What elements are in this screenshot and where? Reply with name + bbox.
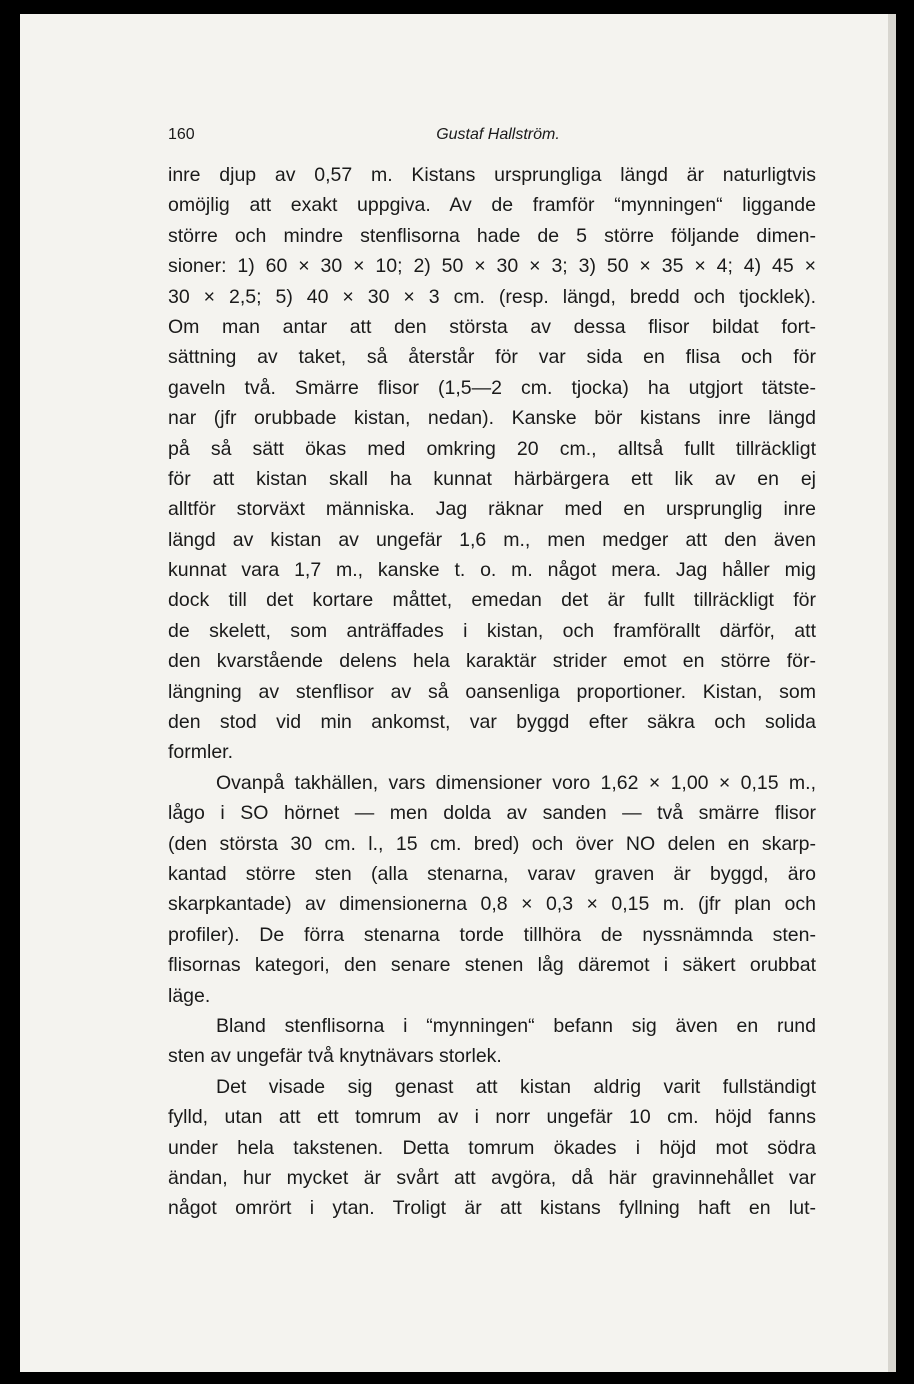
text-line: de skelett, som anträffades i kistan, och framförallt därför, att [168,619,816,642]
text-line: fylld, utan att ett tomrum av i norr ungefär 10 cm. höjd fanns [168,1106,816,1129]
text-line: sioner: 1) 60 × 30 × 10; 2) 50 × 30 × 3; 3) 50 × 35 × 4; 4) 45 × [168,255,816,278]
text-line: profiler). De förra stenarna torde tillhöra de nyssnämnda sten- [168,923,816,946]
text-line: Om man antar att den största av dessa flisor bildat fort- [168,315,816,338]
text-line: alltför storväxt människa. Jag räknar med en ursprunglig inre [168,498,816,521]
running-title: Gustaf Hallström. [436,126,560,143]
text-line: gaveln två. Smärre flisor (1,5—2 cm. tjocka) ha utgjort tätste- [168,376,816,399]
text-line: under hela takstenen. Detta tomrum ökades i höjd mot södra [168,1136,816,1159]
text-line: något omrört i ytan. Troligt är att kistans fyllning haft en lut- [168,1197,816,1220]
page-header [168,126,818,150]
text-line: nar (jfr orubbade kistan, nedan). Kanske bör kistans inre längd [168,407,816,430]
text-line: den kvarstående delens hela karaktär strider emot en större för- [168,650,816,673]
text-line: sten av ungefär två knytnävars storlek. [168,1045,502,1068]
text-line: längning av stenflisor av så oansenliga proportioner. Kistan, som [168,680,816,703]
text-line: ändan, hur mycket är svårt att avgöra, då här gravinnehållet var [168,1166,816,1189]
text-line: omöjlig att exakt uppgiva. Av de framför “mynningen“ liggande [168,194,816,217]
text-line: flisornas kategori, den senare stenen låg däremot i säkert orubbat [168,954,816,977]
text-line: kunnat vara 1,7 m., kanske t. o. m. något mera. Jag håller mig [168,559,816,582]
text-line: för att kistan skall ha kunnat härbärgera ett lik av en ej [168,467,816,490]
page-number: 160 [168,126,195,143]
text-line: dock till det kortare måttet, emedan det är fullt tillräckligt för [168,589,816,612]
text-line: större och mindre stenflisorna hade de 5 större följande dimen- [168,224,816,247]
text-line: på så sätt ökas med omkring 20 cm., alltså fullt tillräckligt [168,437,816,460]
text-line: kantad större sten (alla stenarna, varav graven är byggd, äro [168,862,816,885]
text-line: den stod vid min ankomst, var byggd efter säkra och solida [168,711,816,734]
text-line: sättning av taket, så återstår för var sida en flisa och för [168,346,816,369]
text-line: längd av kistan av ungefär 1,6 m., men medger att den även [168,528,816,551]
text-line: inre djup av 0,57 m. Kistans ursprungliga längd är naturligtvis [168,164,816,186]
text-line: formler. [168,741,234,764]
body-text [168,160,816,1224]
text-line: lågo i SO hörnet — men dolda av sanden — två smärre flisor [168,802,816,825]
text-line: läge. [168,984,211,1007]
text-line: skarpkantade) av dimensionerna 0,8 × 0,3 × 0,15 m. (jfr plan och [168,893,816,916]
text-line: 30 × 2,5; 5) 40 × 30 × 3 cm. (resp. längd, bredd och tjocklek). [168,285,816,308]
text-line: (den största 30 cm. l., 15 cm. bred) och över NO delen en skarp- [168,832,816,855]
text-line: Det visade sig genast att kistan aldrig varit fullständigt [216,1075,816,1098]
text-line: Bland stenflisorna i “mynningen“ befann sig även en rund [216,1014,816,1037]
page-edge [888,14,896,1372]
text-line: Ovanpå takhällen, vars dimensioner voro 1,62 × 1,00 × 0,15 m., [216,771,816,794]
